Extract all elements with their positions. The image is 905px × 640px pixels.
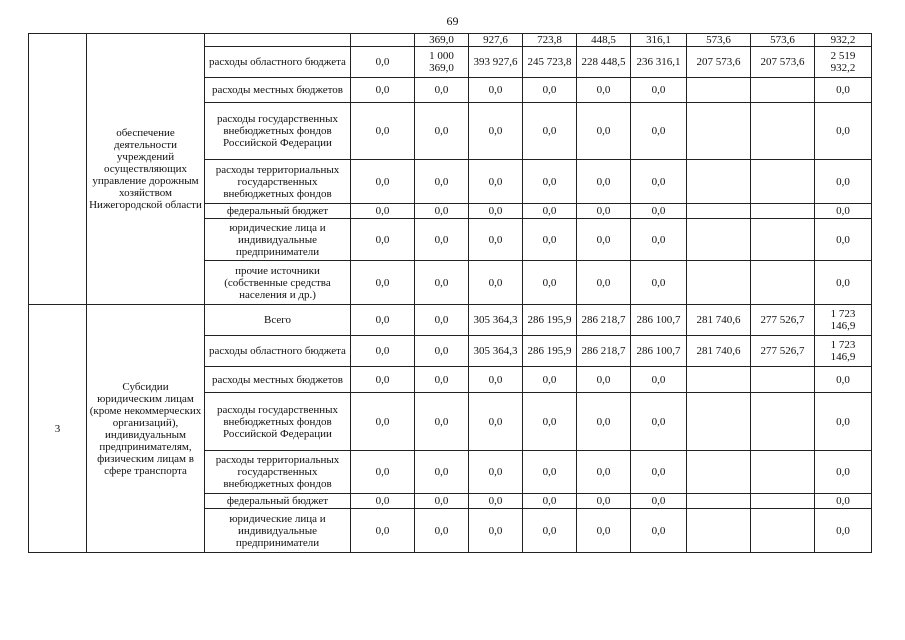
amount-cell: 573,6 (687, 34, 751, 47)
amount-cell: 0,0 (351, 261, 415, 305)
amount-cell (751, 78, 815, 103)
amount-cell: 0,0 (577, 367, 631, 393)
funding-source-label: юридические лица и индивидуальные предприниматели (205, 509, 351, 553)
amount-cell: 0,0 (351, 78, 415, 103)
amount-cell: 932,2 (815, 34, 872, 47)
amount-cell: 0,0 (415, 103, 469, 160)
amount-cell: 0,0 (577, 509, 631, 553)
amount-cell: 1 723 146,9 (815, 305, 872, 336)
amount-cell: 286 195,9 (523, 336, 577, 367)
amount-cell: 0,0 (631, 261, 687, 305)
amount-cell: 0,0 (351, 451, 415, 494)
program-description: Субсидии юридическим лицам (кроме некоммерческих организаций), индивидуальным предпринимателям, физическим лицам в сфере транспорта (87, 305, 205, 553)
amount-cell: 1 000 369,0 (415, 47, 469, 78)
amount-cell: 1 723 146,9 (815, 336, 872, 367)
amount-cell: 0,0 (631, 367, 687, 393)
amount-cell: 0,0 (631, 451, 687, 494)
amount-cell: 286 100,7 (631, 336, 687, 367)
amount-cell (751, 494, 815, 509)
amount-cell (687, 451, 751, 494)
amount-cell (687, 160, 751, 204)
funding-source-label: расходы местных бюджетов (205, 367, 351, 393)
amount-cell: 0,0 (577, 494, 631, 509)
amount-cell (687, 103, 751, 160)
funding-source-label: юридические лица и индивидуальные предприниматели (205, 219, 351, 261)
amount-cell (751, 393, 815, 451)
amount-cell: 0,0 (415, 494, 469, 509)
amount-cell: 0,0 (523, 78, 577, 103)
amount-cell: 236 316,1 (631, 47, 687, 78)
amount-cell: 0,0 (351, 494, 415, 509)
amount-cell: 0,0 (631, 509, 687, 553)
amount-cell: 0,0 (815, 219, 872, 261)
amount-cell: 0,0 (351, 204, 415, 219)
amount-cell: 0,0 (351, 305, 415, 336)
funding-source-label: расходы территориальных государственных внебюджетных фондов (205, 451, 351, 494)
amount-cell (687, 393, 751, 451)
amount-cell: 0,0 (577, 78, 631, 103)
amount-cell: 316,1 (631, 34, 687, 47)
amount-cell: 723,8 (523, 34, 577, 47)
amount-cell (751, 451, 815, 494)
amount-cell: 0,0 (469, 78, 523, 103)
amount-cell (751, 219, 815, 261)
amount-cell (687, 261, 751, 305)
amount-cell: 0,0 (577, 393, 631, 451)
amount-cell: 0,0 (577, 103, 631, 160)
amount-cell: 2 519 932,2 (815, 47, 872, 78)
amount-cell: 0,0 (351, 219, 415, 261)
amount-cell: 0,0 (815, 393, 872, 451)
amount-cell: 305 364,3 (469, 305, 523, 336)
row-index: 3 (29, 305, 87, 553)
amount-cell: 0,0 (415, 305, 469, 336)
amount-cell: 0,0 (523, 160, 577, 204)
funding-source-label: расходы территориальных государственных внебюджетных фондов (205, 160, 351, 204)
amount-cell (751, 160, 815, 204)
amount-cell: 573,6 (751, 34, 815, 47)
amount-cell (351, 34, 415, 47)
amount-cell: 0,0 (469, 393, 523, 451)
program-description: обеспечение деятельности учреждений осуществляющих управление дорожным хозяйством Нижегородской области (87, 34, 205, 305)
amount-cell: 0,0 (415, 336, 469, 367)
amount-cell (687, 78, 751, 103)
funding-source-label: расходы местных бюджетов (205, 78, 351, 103)
amount-cell: 0,0 (815, 261, 872, 305)
funding-source-label: расходы областного бюджета (205, 47, 351, 78)
amount-cell: 0,0 (577, 261, 631, 305)
amount-cell: 277 526,7 (751, 305, 815, 336)
amount-cell: 0,0 (631, 219, 687, 261)
amount-cell: 0,0 (469, 494, 523, 509)
amount-cell (751, 367, 815, 393)
budget-table (28, 33, 872, 553)
amount-cell: 0,0 (577, 451, 631, 494)
amount-cell: 0,0 (351, 336, 415, 367)
amount-cell: 0,0 (631, 160, 687, 204)
amount-cell: 393 927,6 (469, 47, 523, 78)
amount-cell (751, 204, 815, 219)
amount-cell: 0,0 (469, 451, 523, 494)
amount-cell: 228 448,5 (577, 47, 631, 78)
amount-cell (687, 509, 751, 553)
amount-cell: 0,0 (415, 78, 469, 103)
amount-cell: 0,0 (415, 160, 469, 204)
amount-cell: 0,0 (523, 219, 577, 261)
funding-source-label: прочие источники (собственные средства населения и др.) (205, 261, 351, 305)
amount-cell: 0,0 (523, 494, 577, 509)
funding-source-label (205, 34, 351, 47)
amount-cell: 0,0 (815, 494, 872, 509)
amount-cell: 0,0 (351, 103, 415, 160)
amount-cell: 0,0 (415, 261, 469, 305)
amount-cell: 0,0 (577, 219, 631, 261)
amount-cell: 0,0 (351, 47, 415, 78)
funding-source-label: федеральный бюджет (205, 204, 351, 219)
funding-source-label: Всего (205, 305, 351, 336)
amount-cell: 0,0 (631, 78, 687, 103)
amount-cell: 0,0 (523, 204, 577, 219)
page-number: 69 (446, 14, 459, 28)
amount-cell: 0,0 (523, 103, 577, 160)
amount-cell: 0,0 (577, 160, 631, 204)
funding-source-label: расходы государственных внебюджетных фондов Российской Федерации (205, 393, 351, 451)
amount-cell: 0,0 (815, 103, 872, 160)
amount-cell: 0,0 (523, 509, 577, 553)
amount-cell: 0,0 (469, 160, 523, 204)
funding-source-label: расходы государственных внебюджетных фондов Российской Федерации (205, 103, 351, 160)
amount-cell: 0,0 (523, 367, 577, 393)
amount-cell: 0,0 (631, 393, 687, 451)
amount-cell: 0,0 (631, 204, 687, 219)
table-row (29, 34, 872, 47)
amount-cell: 0,0 (523, 261, 577, 305)
amount-cell: 0,0 (815, 160, 872, 204)
amount-cell: 0,0 (469, 219, 523, 261)
amount-cell: 0,0 (815, 204, 872, 219)
amount-cell: 0,0 (523, 451, 577, 494)
amount-cell (687, 219, 751, 261)
amount-cell: 286 100,7 (631, 305, 687, 336)
row-index (29, 34, 87, 305)
amount-cell: 281 740,6 (687, 305, 751, 336)
amount-cell: 305 364,3 (469, 336, 523, 367)
amount-cell (751, 261, 815, 305)
amount-cell: 277 526,7 (751, 336, 815, 367)
amount-cell: 0,0 (469, 261, 523, 305)
amount-cell: 286 195,9 (523, 305, 577, 336)
amount-cell: 286 218,7 (577, 336, 631, 367)
amount-cell: 207 573,6 (751, 47, 815, 78)
amount-cell: 0,0 (815, 78, 872, 103)
amount-cell: 0,0 (631, 494, 687, 509)
amount-cell: 0,0 (415, 204, 469, 219)
amount-cell: 0,0 (415, 393, 469, 451)
amount-cell: 0,0 (815, 367, 872, 393)
amount-cell (687, 494, 751, 509)
amount-cell (751, 509, 815, 553)
amount-cell: 281 740,6 (687, 336, 751, 367)
amount-cell: 448,5 (577, 34, 631, 47)
amount-cell: 0,0 (815, 451, 872, 494)
amount-cell: 207 573,6 (687, 47, 751, 78)
amount-cell (751, 103, 815, 160)
amount-cell: 0,0 (415, 219, 469, 261)
amount-cell: 286 218,7 (577, 305, 631, 336)
table-row (29, 305, 872, 336)
amount-cell: 0,0 (469, 509, 523, 553)
funding-source-label: федеральный бюджет (205, 494, 351, 509)
amount-cell: 369,0 (415, 34, 469, 47)
amount-cell: 0,0 (415, 451, 469, 494)
funding-source-label: расходы областного бюджета (205, 336, 351, 367)
amount-cell: 0,0 (351, 393, 415, 451)
amount-cell: 0,0 (351, 160, 415, 204)
amount-cell: 0,0 (351, 367, 415, 393)
amount-cell: 0,0 (631, 103, 687, 160)
amount-cell (687, 204, 751, 219)
amount-cell: 0,0 (577, 204, 631, 219)
amount-cell: 0,0 (351, 509, 415, 553)
amount-cell (687, 367, 751, 393)
amount-cell: 0,0 (469, 367, 523, 393)
amount-cell: 0,0 (469, 204, 523, 219)
amount-cell: 0,0 (415, 367, 469, 393)
amount-cell: 245 723,8 (523, 47, 577, 78)
amount-cell: 0,0 (523, 393, 577, 451)
amount-cell: 0,0 (415, 509, 469, 553)
amount-cell: 0,0 (469, 103, 523, 160)
amount-cell: 927,6 (469, 34, 523, 47)
amount-cell: 0,0 (815, 509, 872, 553)
